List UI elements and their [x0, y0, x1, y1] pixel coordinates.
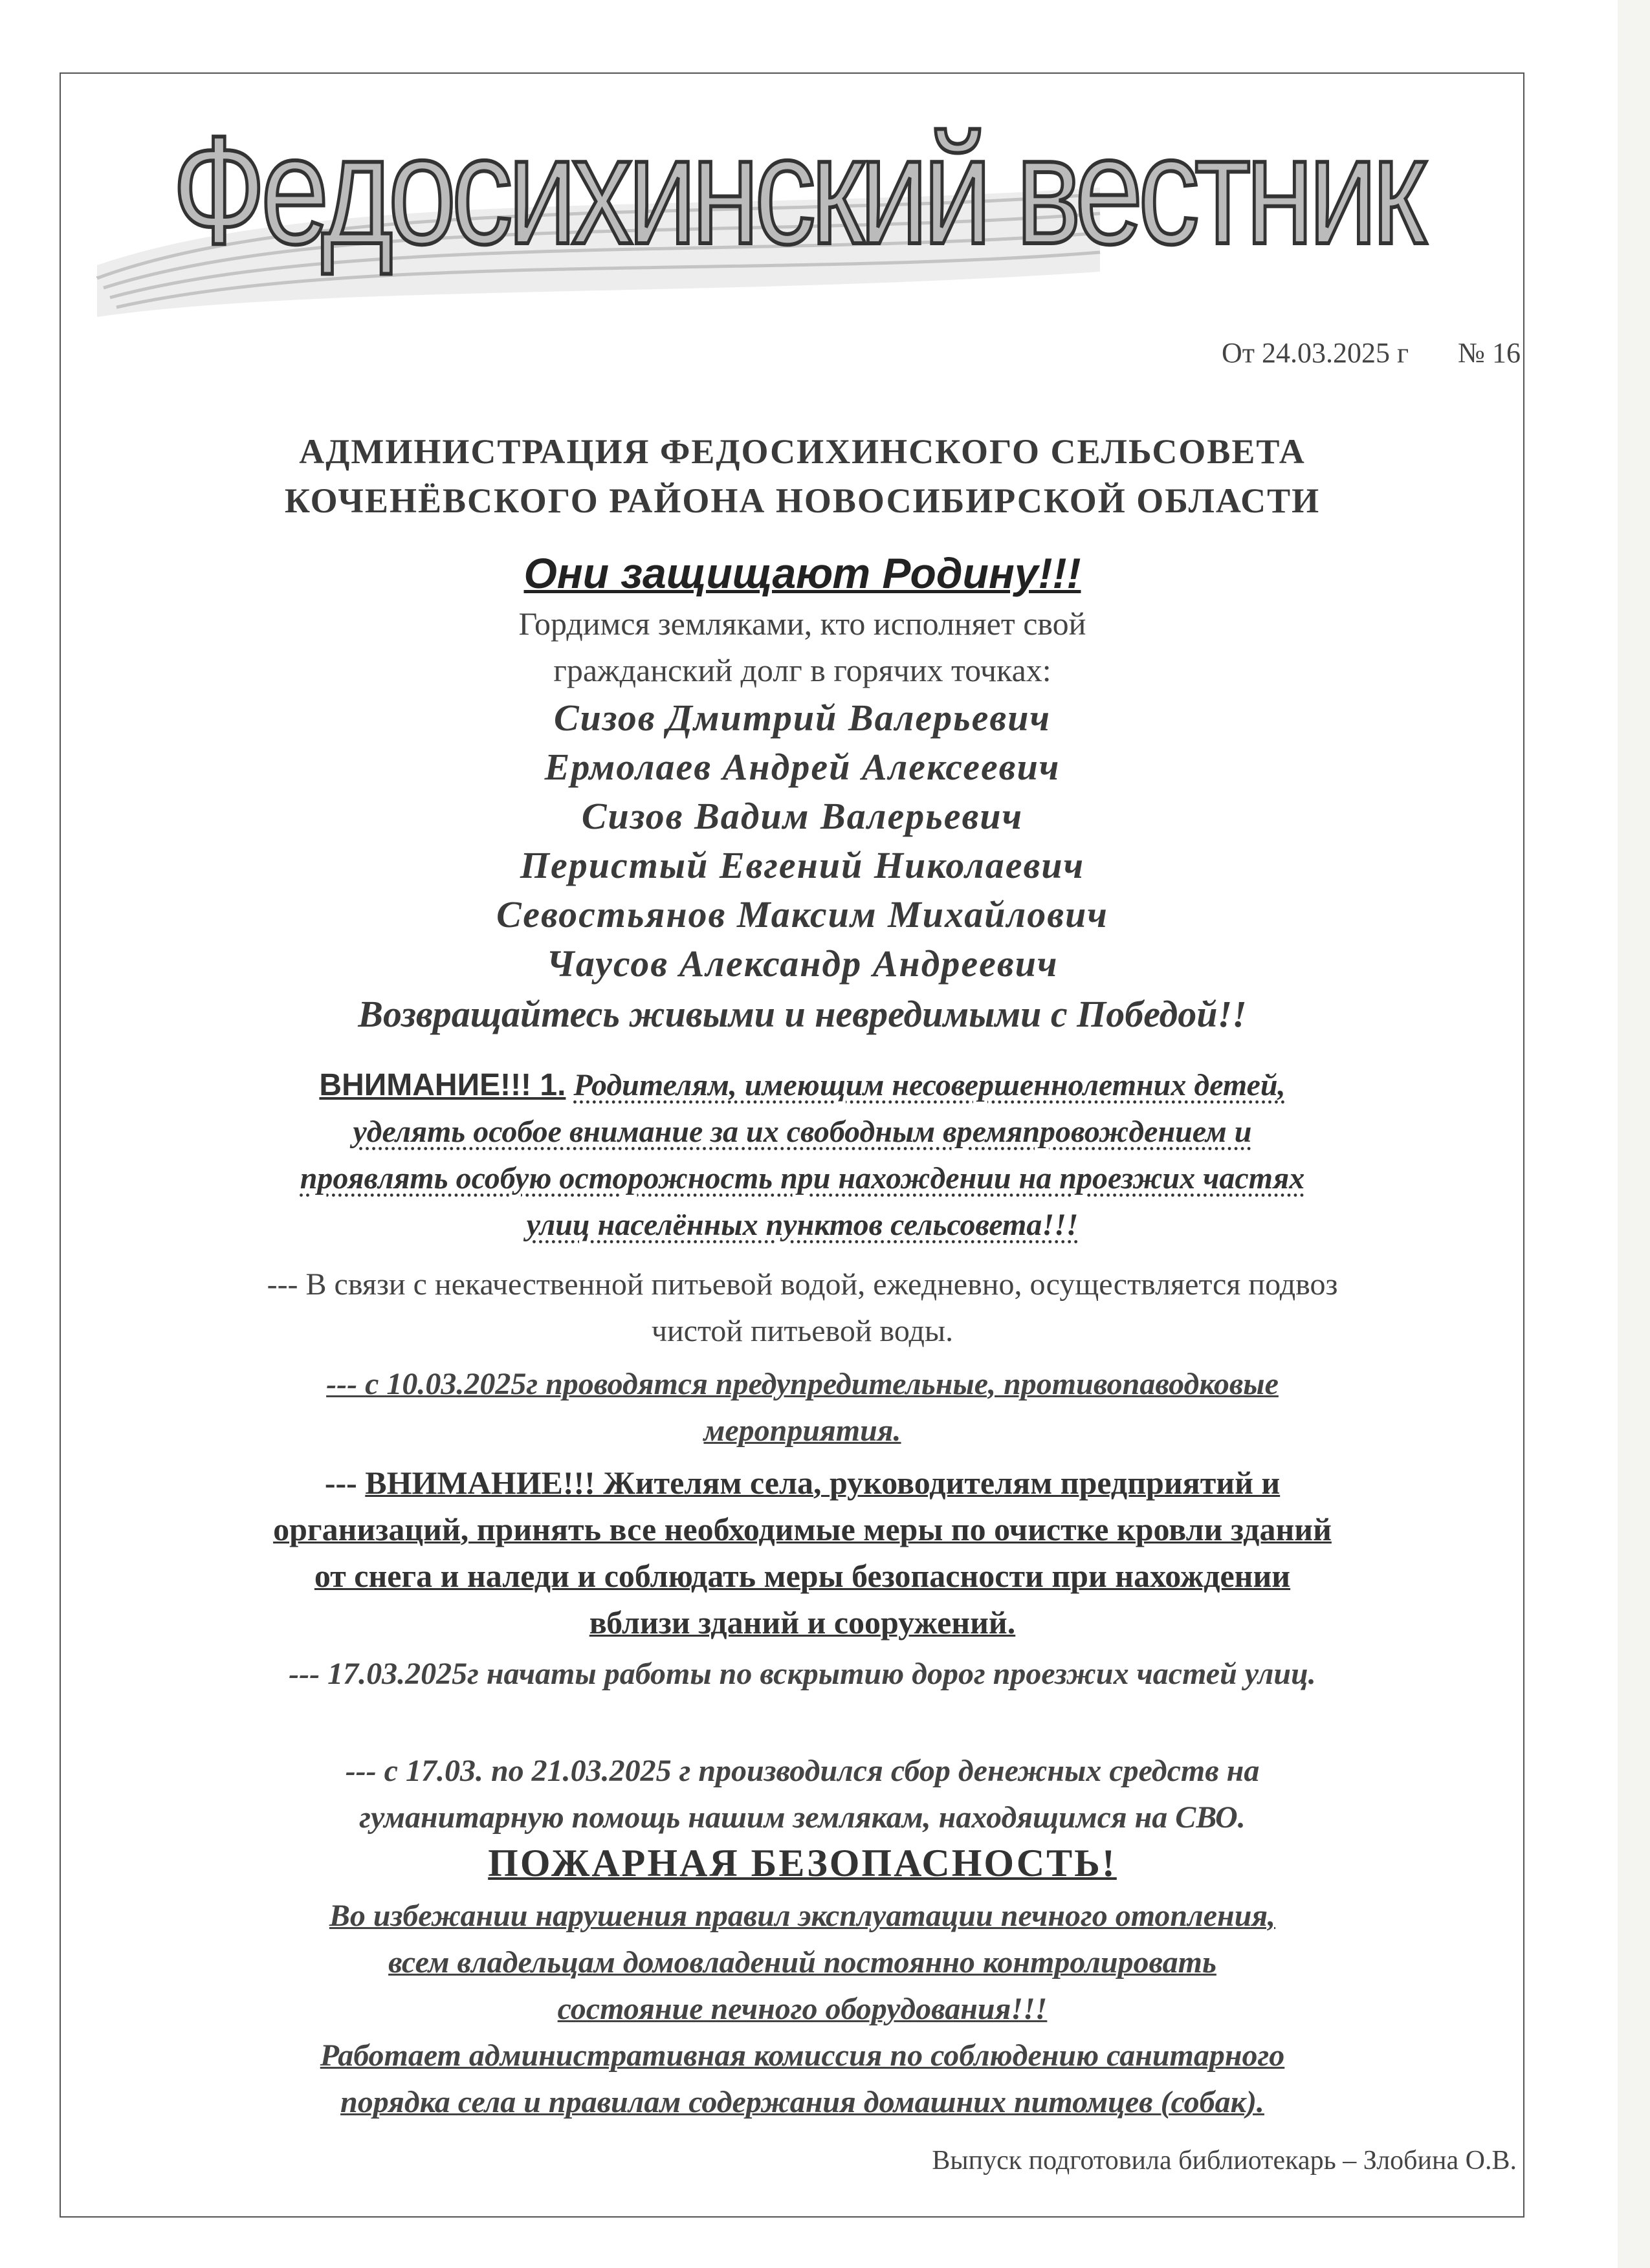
collection-line: гуманитарную помощь нашим землякам, находящимся на СВО. — [359, 1800, 1246, 1835]
name-item: Ермолаев Андрей Алексеевич — [544, 746, 1061, 788]
flood-line: --- с 10.03.2025г проводятся предупредительные, противопаводковые — [326, 1367, 1279, 1401]
masthead — [0, 0, 1650, 362]
pride-line: Гордимся земляками, кто исполняет свой — [518, 605, 1086, 642]
collection-notice — [91, 1748, 1514, 1841]
names-list — [91, 693, 1514, 988]
issue-date: От 24.03.2025 г — [1221, 337, 1409, 369]
fire-line: Работает административная комиссия по соблюдению санитарного — [320, 2038, 1285, 2073]
attention-line: проявлять особую осторожность при нахождении на проезжих частях — [300, 1161, 1305, 1195]
roads-notice: --- 17.03.2025г начаты работы по вскрытию дорог проезжих частей улиц. — [289, 1657, 1316, 1691]
attention-line: улиц населённых пунктов сельсовета!!! — [526, 1208, 1079, 1242]
org-line: АДМИНИСТРАЦИЯ ФЕДОСИХИНСКОГО СЕЛЬСОВЕТА — [299, 432, 1306, 471]
roof-notice — [91, 1459, 1514, 1646]
collection-line: --- с 17.03. по 21.03.2025 г производился сбор денежных средств на — [345, 1754, 1260, 1788]
masthead-title: Федосихинский вестник — [172, 105, 1421, 276]
issue-number: № 16 — [1458, 337, 1521, 369]
footer-credit: Выпуск подготовила библиотекарь – Злобина О.В. — [932, 2146, 1517, 2175]
wish-text: Возвращайтесь живыми и невредимыми с Победой!! — [358, 993, 1247, 1035]
roof-prefix: --- — [324, 1465, 366, 1501]
issue-line — [1003, 336, 1521, 369]
water-line: чистой питьевой воды. — [651, 1314, 954, 1348]
attention-line: уделять особое внимание за их свободным времяпровождением и — [353, 1115, 1252, 1149]
slogan: Они защищают Родину!!! — [523, 549, 1081, 597]
org-line: КОЧЕНЁВСКОГО РАЙОНА НОВОСИБИРСКОЙ ОБЛАСТИ — [284, 481, 1321, 520]
water-line: --- В связи с некачественной питьевой водой, ежедневно, осуществляется подвоз — [267, 1267, 1338, 1302]
fire-line: порядка села и правилам содержания домашних питомцев (собак). — [340, 2085, 1264, 2119]
name-item: Перистый Евгений Николаевич — [520, 844, 1085, 886]
roof-line: вблизи зданий и сооружений. — [589, 1604, 1016, 1641]
fire-line: Во избежании нарушения правил эксплуатации печного отопления, — [329, 1899, 1276, 1933]
name-item: Сизов Вадим Валерьевич — [581, 795, 1024, 837]
name-item: Сизов Дмитрий Валерьевич — [553, 697, 1051, 739]
fire-line: всем владельцам домовладений постоянно контролировать — [388, 1945, 1216, 1979]
name-item: Севостьянов Максим Михайлович — [496, 893, 1108, 935]
flood-notice — [91, 1361, 1514, 1454]
flood-line: мероприятия. — [703, 1413, 901, 1448]
roof-line: организаций, принять все необходимые меры по очистке кровли зданий — [273, 1511, 1332, 1547]
fire-line: состояние печного оборудования!!! — [557, 1992, 1048, 2026]
fire-safety-text — [91, 1893, 1514, 2126]
attention-parents — [91, 1062, 1514, 1248]
name-item: Чаусов Александр Андреевич — [546, 943, 1059, 985]
roof-line: от снега и наледи и соблюдать меры безопасности при нахождении — [314, 1558, 1291, 1594]
pride-text — [91, 600, 1514, 693]
water-notice — [91, 1261, 1514, 1355]
attention-line: Родителям, имеющим несовершеннолетних детей, — [573, 1068, 1286, 1102]
attention-label: ВНИМАНИЕ!!! 1. — [319, 1068, 566, 1102]
roof-line: ВНИМАНИЕ!!! Жителям села, руководителям предприятий и — [365, 1465, 1281, 1501]
pride-line: гражданский долг в горячих точках: — [553, 652, 1051, 688]
fire-safety-title: ПОЖАРНАЯ БЕЗОПАСНОСТЬ! — [488, 1842, 1117, 1884]
organization-heading — [91, 427, 1514, 525]
